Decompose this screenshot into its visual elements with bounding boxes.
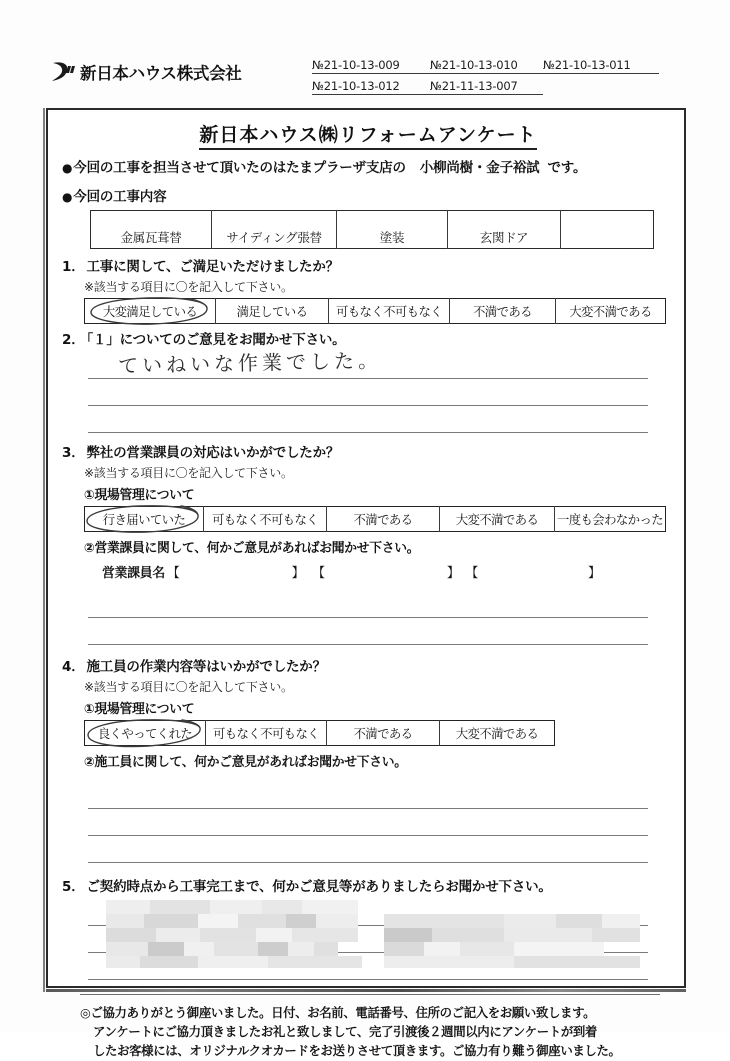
handwritten-answer: ていねいな作業でした。 bbox=[117, 348, 383, 378]
page-header bbox=[0, 52, 730, 108]
option-cell[interactable] bbox=[555, 507, 666, 532]
answer-rule-line[interactable] bbox=[88, 348, 648, 379]
work-content-table bbox=[90, 210, 654, 249]
option-label: 良くやってくれた bbox=[97, 726, 193, 741]
company-name: 新日本ハウス株式会社 bbox=[80, 64, 242, 83]
work-content-heading bbox=[62, 185, 674, 205]
survey-form-frame bbox=[46, 108, 686, 1059]
document-number-row bbox=[312, 58, 672, 74]
redacted-customer-info bbox=[84, 898, 656, 972]
table-row bbox=[85, 507, 666, 532]
work-item-cell: 玄関ドア bbox=[448, 211, 561, 249]
document-number-empty bbox=[543, 79, 659, 95]
question-1-options[interactable] bbox=[84, 298, 666, 324]
option-cell[interactable] bbox=[327, 721, 440, 746]
option-cell[interactable] bbox=[440, 721, 555, 746]
question-4 bbox=[62, 655, 674, 675]
question-5-text: ご契約時点から工事完工まで、何かご意見等がありましたらお聞かせ下さい。 bbox=[86, 879, 552, 895]
document-number: №21-10-13-010 bbox=[430, 58, 543, 74]
bracket-open: 【 bbox=[167, 566, 180, 581]
option-label: 不満である bbox=[353, 726, 413, 741]
work-content-label: 今回の工事内容 bbox=[73, 189, 167, 205]
footer-line-1: ◎ご協力ありがとう御座いました。日付、お名前、電話番号、住所のご記入をお願い致します。 bbox=[80, 1005, 596, 1020]
option-cell-selected[interactable] bbox=[85, 299, 216, 324]
question-1-text: 工事に関して、ご満足いただけましたか？ bbox=[86, 259, 339, 275]
question-1 bbox=[62, 255, 674, 275]
work-item-cell-empty bbox=[561, 211, 654, 249]
option-label: 大変不満である bbox=[455, 512, 539, 527]
answer-rule-line[interactable] bbox=[88, 618, 648, 645]
sales-staff-name-label: 営業課員名 bbox=[102, 566, 165, 581]
option-label: 大変不満である bbox=[455, 726, 539, 741]
option-cell-selected[interactable] bbox=[85, 721, 206, 746]
work-item-cell: 塗装 bbox=[337, 211, 448, 249]
bracket-close: 】 bbox=[588, 566, 601, 581]
option-cell[interactable] bbox=[206, 721, 327, 746]
question-3-answer-area[interactable] bbox=[62, 591, 674, 645]
bullet-icon: ● bbox=[62, 161, 73, 175]
option-label: 不満である bbox=[473, 304, 532, 319]
answer-rule-line[interactable] bbox=[88, 836, 648, 863]
option-label: 行き届いていた bbox=[102, 512, 186, 527]
document-number-row bbox=[312, 79, 672, 95]
bracket-close: 】 bbox=[291, 566, 305, 581]
question-4-sub1-label: ①現場管理について bbox=[84, 702, 195, 717]
form-title-text: 新日本ハウス㈱リフォームアンケート bbox=[199, 124, 536, 150]
question-4-note: ※該当する項目に〇を記入して下さい。 bbox=[84, 680, 293, 694]
answer-rule-line[interactable] bbox=[88, 406, 648, 433]
question-5-number: 5． bbox=[62, 879, 85, 895]
bracket-open: 【 bbox=[465, 566, 479, 581]
question-4-sub2-label: ②施工員に関して、何かご意見があればお聞かせ下さい。 bbox=[84, 755, 407, 770]
document-number-group bbox=[312, 58, 672, 100]
question-2-text: 「１」についてのご意見をお聞かせ下さい。 bbox=[86, 332, 346, 348]
question-3 bbox=[62, 441, 674, 461]
question-3-number: 3． bbox=[62, 445, 85, 461]
intro-suffix: です。 bbox=[547, 160, 587, 176]
footer-line-2: アンケートにご協力頂きましたお礼と致しまして、完了引渡後２週間以内にアンケートが到着 bbox=[93, 1024, 597, 1040]
answer-rule-line[interactable] bbox=[88, 809, 648, 836]
option-label: 一度も会わなかった bbox=[556, 512, 664, 527]
option-cell[interactable] bbox=[216, 299, 329, 324]
page-bottom-edge bbox=[46, 989, 686, 992]
intro-prefix: 今回の工事を担当させて頂いたのはたまプラーザ支店の bbox=[73, 160, 406, 176]
intro-line bbox=[62, 156, 674, 176]
option-label: 大変満足している bbox=[102, 304, 198, 319]
option-cell[interactable] bbox=[440, 507, 555, 532]
sales-staff-name-row[interactable] bbox=[102, 562, 674, 581]
document-number: №21-10-13-009 bbox=[312, 58, 430, 74]
table-row bbox=[91, 211, 654, 249]
answer-rule-line[interactable] bbox=[88, 591, 648, 618]
option-cell[interactable] bbox=[204, 507, 327, 532]
option-label: 可もなく不可もなく bbox=[335, 304, 443, 319]
question-4-answer-area[interactable] bbox=[62, 782, 674, 863]
form-title bbox=[62, 120, 674, 147]
document-number: №21-11-13-007 bbox=[430, 79, 543, 95]
footer-divider bbox=[80, 994, 660, 995]
option-label: 満足している bbox=[236, 304, 308, 319]
option-cell[interactable] bbox=[450, 299, 556, 324]
bullet-icon: ● bbox=[62, 190, 73, 204]
company-logo-mark-icon bbox=[50, 60, 76, 84]
bracket-open: 【 bbox=[312, 566, 325, 581]
table-row bbox=[85, 299, 666, 324]
question-1-note: ※該当する項目に〇を記入して下さい。 bbox=[84, 280, 293, 294]
question-3-note: ※該当する項目に〇を記入して下さい。 bbox=[84, 466, 293, 480]
option-cell[interactable] bbox=[329, 299, 450, 324]
bracket-close: 】 bbox=[446, 566, 460, 581]
footer-line-3: したお客様には、オリジナルクオカードをお送りさせて頂きます。ご協力有り難う御座いました。 bbox=[93, 1043, 621, 1059]
work-item-cell: 金属瓦葺替 bbox=[91, 211, 212, 249]
question-3-sub1-label: ①現場管理について bbox=[84, 488, 195, 503]
option-label: 可もなく不可もなく bbox=[211, 512, 319, 527]
answer-rule-line[interactable] bbox=[88, 379, 648, 406]
question-2-answer-area[interactable] bbox=[62, 348, 674, 433]
question-5 bbox=[62, 875, 674, 895]
answer-rule-line[interactable] bbox=[88, 782, 648, 809]
intro-staff-names: 小柳尚樹・金子裕試 bbox=[419, 160, 540, 176]
option-label: 不満である bbox=[353, 512, 413, 527]
table-row bbox=[85, 721, 555, 746]
question-3-options[interactable] bbox=[84, 506, 666, 532]
option-cell-selected[interactable] bbox=[85, 507, 204, 532]
document-number: №21-10-13-012 bbox=[312, 79, 430, 95]
work-item-cell: サイディング張替 bbox=[212, 211, 337, 249]
question-1-number: 1． bbox=[62, 259, 85, 275]
option-label: 大変不満である bbox=[569, 304, 652, 319]
document-number: №21-10-13-011 bbox=[543, 58, 659, 74]
company-logo-block bbox=[50, 60, 242, 84]
option-cell[interactable] bbox=[327, 507, 440, 532]
question-3-text: 弊社の営業課員の対応はいかがでしたか？ bbox=[86, 445, 340, 461]
option-label: 可もなく不可もなく bbox=[212, 726, 320, 741]
question-4-options[interactable] bbox=[84, 720, 555, 746]
question-4-number: 4． bbox=[62, 659, 85, 675]
option-cell[interactable] bbox=[556, 299, 666, 324]
question-2-number: 2． bbox=[62, 332, 85, 348]
question-3-sub2-label: ②営業課員に関して、何かご意見があればお聞かせ下さい。 bbox=[84, 541, 420, 556]
question-4-text: 施工員の作業内容等はいかがでしたか？ bbox=[86, 659, 326, 675]
